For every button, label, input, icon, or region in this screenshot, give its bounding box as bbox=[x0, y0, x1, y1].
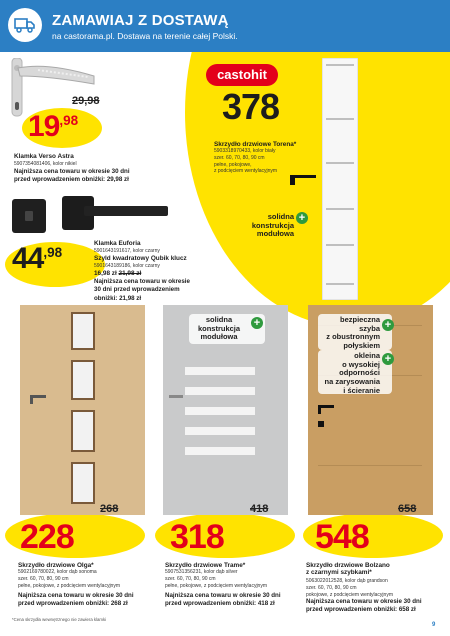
trame-lowest-price-info: Najniższa cena towaru w okresie 30 dni przed wprowadzeniem obniżki: 418 zł bbox=[165, 592, 281, 608]
handle-meta: 5907354081406, kolor nikiel bbox=[14, 161, 77, 167]
torena-feature-modular: solidna konstrukcja modułowa bbox=[251, 212, 294, 239]
torena-name: Skrzydło drzwiowe Torena* bbox=[214, 141, 297, 148]
delivery-truck-icon bbox=[8, 8, 42, 42]
olga-door-image bbox=[20, 305, 145, 515]
banner-subtitle: na castorama.pl. Dostawa na terenie całej Polski. bbox=[52, 31, 238, 41]
handle-name: Klamka Verso Astra bbox=[14, 153, 74, 160]
euforia-handle-meta: 5901643191617, kolor czarny bbox=[94, 248, 160, 254]
black-handle-image bbox=[60, 192, 170, 237]
door-handle-image bbox=[8, 58, 98, 118]
bolzano-feature-glass: bezpieczna szyba z obustronnym połyskiem bbox=[326, 315, 380, 350]
torena-price: 378 bbox=[222, 86, 280, 127]
black-rosette-image bbox=[10, 193, 55, 238]
trame-price: 318 bbox=[170, 518, 224, 556]
bolzano-meta: 5063022012528, kolor dąb grandson szer. 60, 70, 80, 90 cm pokojowe, z podcięciem wentylacyjnym bbox=[306, 578, 393, 598]
torena-meta: 5903318970433, kolor biały szer. 60, 70, 80, 90 cm pełne, pokojowe, z podcięciem wentylacyjnym bbox=[214, 148, 278, 175]
handle-price: $19^{,98}$ bbox=[28, 110, 79, 143]
euforia-price: $44^{,98}$ bbox=[12, 242, 63, 275]
trame-meta: 5907531356231, kolor dąb silver szer. 60, 70, 80, 90 cm pełne, pokojowe, z podcięciem wentylacyjnym bbox=[165, 569, 267, 589]
torena-black-handle-icon bbox=[290, 173, 318, 187]
bolzano-feature-veneer: okleina o wysokiej odporności na zarysowania i ścieranie bbox=[324, 351, 380, 395]
olga-lowest-price-info: Najniższa cena towaru w okresie 30 dni przed wprowadzeniem obniżki: 268 zł bbox=[18, 592, 134, 608]
plus-icon: + bbox=[382, 353, 394, 365]
plus-icon: + bbox=[296, 212, 308, 224]
trame-old-price: 418 bbox=[250, 503, 269, 515]
bolzano-name: Skrzydło drzwiowe Bolzano z czarnymi szybkami* bbox=[306, 562, 390, 576]
qubik-escutcheon-name: Szyld kwadratowy Qubik klucz bbox=[94, 255, 187, 262]
handle-lowest-price-info: Najniższa cena towaru w okresie 30 dni przed wprowadzeniem obniżki: 29,98 zł bbox=[14, 168, 130, 184]
banner-title: ZAMAWIAJ Z DOSTAWĄ bbox=[52, 12, 229, 29]
handle-old-price: 29,98 bbox=[72, 95, 100, 107]
page-number: 9 bbox=[432, 622, 436, 628]
plus-icon: + bbox=[382, 319, 394, 331]
olga-price: 228 bbox=[20, 518, 74, 556]
castohit-badge: castohit bbox=[206, 64, 278, 86]
plus-icon: + bbox=[251, 317, 263, 329]
qubik-escutcheon-meta: 5901643189186, kolor czarny bbox=[94, 263, 160, 269]
footnote: *Cena skrzydła wewnętrznego nie zawiera klamki bbox=[12, 617, 107, 622]
olga-old-price: 268 bbox=[100, 503, 119, 515]
bolzano-price: 548 bbox=[315, 518, 369, 556]
euforia-lowest-price-info: Najniższa cena towaru w okresie 30 dni przed wprowadzeniem obniżki: 21,98 zł bbox=[94, 278, 190, 302]
euforia-handle-name: Klamka Euforia bbox=[94, 240, 141, 247]
olga-name: Skrzydło drzwiowe Olga* bbox=[18, 562, 94, 569]
qubik-price-line: 16,98 zł 21,98 zł bbox=[94, 270, 142, 277]
delivery-banner bbox=[0, 0, 450, 52]
bolzano-old-price: 658 bbox=[398, 503, 417, 515]
olga-meta: 5902169780022, kolor dąb sonoma szer. 60, 70, 80, 90 cm pełne, pokojowe, z podcięciem wentylacyjnym bbox=[18, 569, 120, 589]
torena-door-image bbox=[322, 58, 358, 300]
trame-name: Skrzydło drzwiowe Trame* bbox=[165, 562, 246, 569]
bolzano-lowest-price-info: Najniższa cena towaru w okresie 30 dni przed wprowadzeniem obniżki: 658 zł bbox=[306, 598, 422, 614]
trame-feature-modular: solidna konstrukcja modułowa bbox=[197, 315, 241, 342]
